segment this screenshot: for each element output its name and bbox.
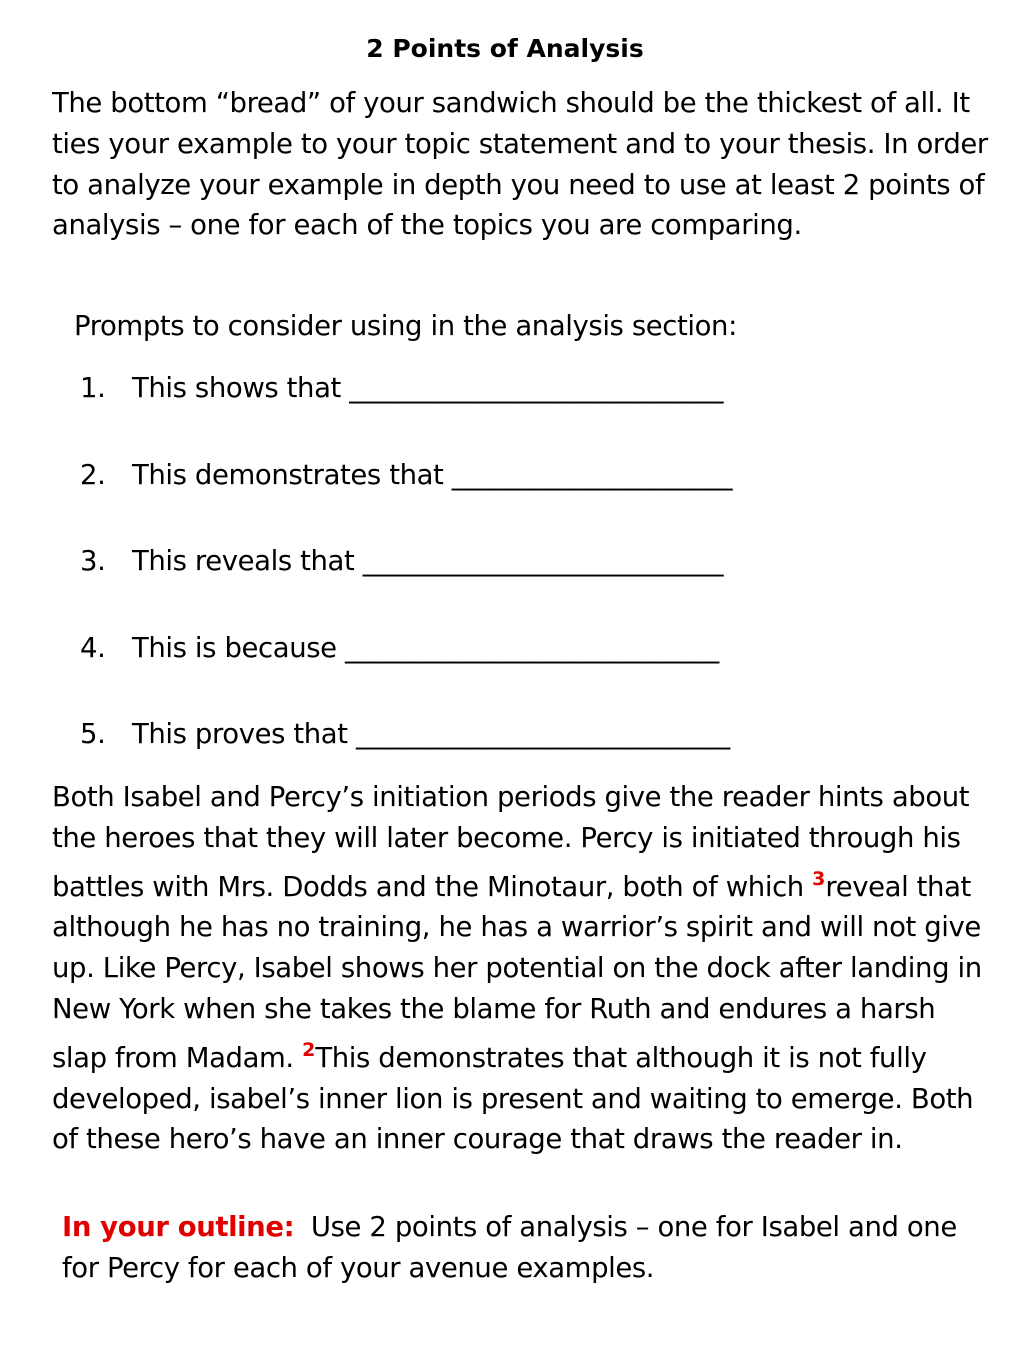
prompts-heading: Prompts to consider using in the analysis section: xyxy=(74,310,737,342)
page-title: 2 Points of Analysis xyxy=(366,34,644,63)
prompt-number: 5. xyxy=(80,718,106,751)
intro-paragraph: The bottom “bread” of your sandwich should be the thickest of all. It ties your example to your topic statement and to your thesis. In order to analyze your example in depth you need to use at least 2 points of analysis – one for each of the topics you are comparing. xyxy=(52,87,988,242)
example-text-part-3: This demonstrates that although it is not fully developed, isabel’s inner lion is present and waiting to emerge. Both of these hero’s have an inner courage that draws the reader in. xyxy=(52,1041,974,1156)
prompt-text: This reveals that ___________________________ xyxy=(132,545,724,578)
prompt-number: 3. xyxy=(80,545,106,578)
prompt-text: This demonstrates that _____________________ xyxy=(132,458,733,491)
outline-note xyxy=(62,1207,966,1289)
example-text-part-2: reveal that although he has no training, he has a warrior’s spirit and will not give up. Like Percy, Isabel shows her potential on the dock after landing in New York when she takes the blame for Ruth and endures a harsh slap from Madam. xyxy=(52,870,982,1074)
prompt-item xyxy=(80,541,980,628)
prompt-list xyxy=(80,368,980,801)
example-paragraph xyxy=(52,777,992,1160)
outline-label: In your outline: xyxy=(62,1211,295,1243)
prompt-item xyxy=(80,368,980,455)
outline-text: Use 2 points of analysis – one for Isabel and one for Percy for each of your avenue examples. xyxy=(62,1211,966,1284)
prompt-text: This is because ____________________________ xyxy=(132,631,719,664)
prompt-number: 1. xyxy=(80,372,106,404)
analysis-marker-3: 3 xyxy=(812,867,826,890)
example-text-part-1: Both Isabel and Percy’s initiation periods give the reader hints about the heroes that they will later become. Percy is initiated through his battles with Mrs. Dodds and the Minotaur, both of which xyxy=(52,781,970,903)
prompt-text: This proves that ____________________________ xyxy=(132,718,730,751)
prompt-number: 4. xyxy=(80,631,106,664)
prompt-item xyxy=(80,455,980,542)
prompt-text: This shows that ____________________________ xyxy=(132,372,724,404)
prompt-item xyxy=(80,628,980,715)
analysis-marker-2: 2 xyxy=(302,1038,316,1061)
prompt-number: 2. xyxy=(80,458,106,491)
